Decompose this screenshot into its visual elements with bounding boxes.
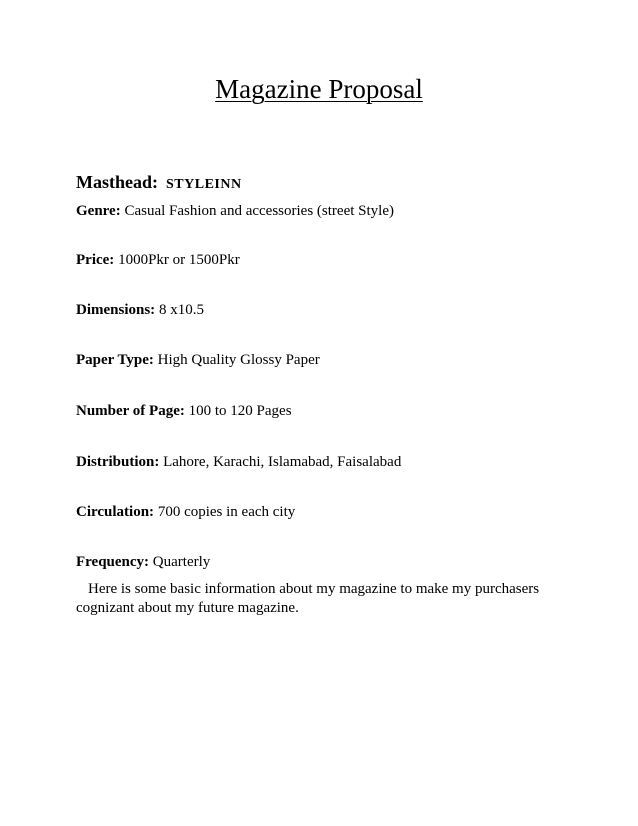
masthead-label: Masthead: — [76, 172, 158, 192]
price-value: 1000Pkr or 1500Pkr — [118, 252, 240, 268]
distribution-field — [76, 454, 401, 471]
summary-line-1: Here is some basic information about my magazine to make my purchasers — [88, 581, 540, 597]
dimensions-field — [76, 302, 204, 319]
paper-type-value: High Quality Glossy Paper — [157, 352, 320, 368]
price-label: Price: — [76, 252, 115, 268]
circulation-field — [76, 504, 295, 521]
number-of-page-value: 100 to 120 Pages — [188, 403, 292, 419]
genre-value: Casual Fashion and accessories (street Style) — [124, 203, 394, 219]
frequency-field — [76, 554, 210, 571]
number-of-page-field — [76, 403, 292, 420]
summary-paragraph — [76, 580, 546, 618]
dimensions-value: 8 x10.5 — [158, 302, 204, 318]
genre-field — [76, 203, 394, 220]
page-title: Magazine Proposal — [215, 74, 423, 104]
dimensions-label: Dimensions: — [76, 302, 156, 318]
masthead-value: STYLEINN — [166, 177, 242, 192]
distribution-value: Lahore, Karachi, Islamabad, Faisalabad — [163, 454, 402, 470]
number-of-page-label: Number of Page: — [76, 403, 185, 419]
circulation-value: 700 copies in each city — [157, 504, 296, 520]
frequency-label: Frequency: — [76, 554, 150, 570]
paper-type-field — [76, 352, 320, 369]
summary-line-2: cognizant about my future magazine. — [76, 600, 299, 616]
price-field — [76, 252, 240, 269]
masthead-field — [76, 172, 242, 193]
frequency-value: Quarterly — [152, 554, 211, 570]
genre-label: Genre: — [76, 203, 121, 219]
paper-type-label: Paper Type: — [76, 352, 154, 368]
circulation-label: Circulation: — [76, 504, 155, 520]
distribution-label: Distribution: — [76, 454, 160, 470]
